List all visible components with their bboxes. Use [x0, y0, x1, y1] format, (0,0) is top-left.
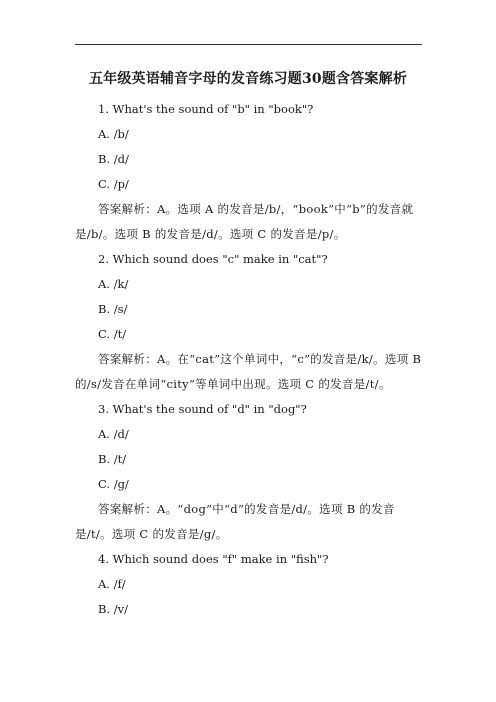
- document-title: 五年级英语辅音字母的发音练习题30题含答案解析: [88, 71, 408, 87]
- question-4-option-b: B. /v/: [98, 602, 129, 616]
- question-1-explanation: 答案解析：A。选项 A 的发音是/b/，“book”中“b”的发音就是/b/。选项 B 的发音是/d/。选项 C 的发音是/p/。: [75, 202, 414, 241]
- question-4-text: 4. Which sound does "f" make in "fish"?: [98, 552, 329, 566]
- question-3-explanation: 答案解析：A。“dog”中“d”的发音是/d/。选项 B 的发音是/t/。选项 C 的发音是/g/。: [75, 502, 395, 541]
- header-rule: [75, 44, 422, 45]
- question-4-option-a: A. /f/: [98, 577, 126, 591]
- question-3-option-b: B. /t/: [98, 452, 127, 466]
- question-1-text: 1. What's the sound of "b" in "book"?: [98, 102, 314, 116]
- question-1-option-b: B. /d/: [98, 152, 129, 166]
- question-3-option-c: C. /g/: [98, 477, 129, 491]
- question-1-option-c: C. /p/: [98, 177, 129, 191]
- question-2-option-c: C. /t/: [98, 327, 127, 341]
- question-2-option-a: A. /k/: [98, 277, 129, 291]
- question-1-option-a: A. /b/: [98, 127, 129, 141]
- question-3-option-a: A. /d/: [98, 427, 129, 441]
- question-2-explanation: 答案解析：A。在“cat”这个单词中，“c”的发音是/k/。选项 B 的/s/发音在单词“city”等单词中出现。选项 C 的发音是/t/。: [75, 352, 422, 391]
- question-2-text: 2. Which sound does "c" make in "cat"?: [98, 252, 328, 266]
- question-2-option-b: B. /s/: [98, 302, 128, 316]
- question-list: [75, 101, 422, 626]
- question-3-text: 3. What's the sound of "d" in "dog"?: [98, 402, 307, 416]
